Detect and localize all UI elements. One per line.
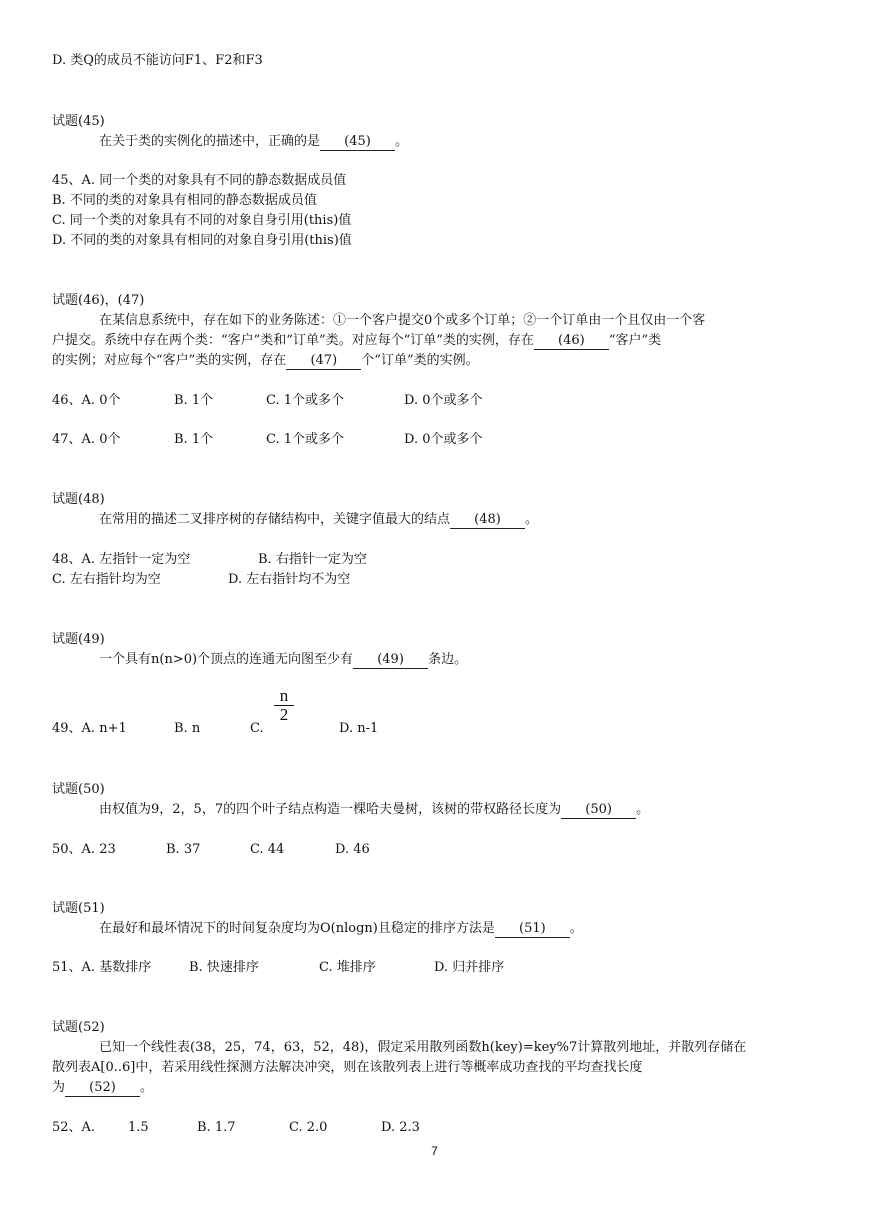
q48-stem: 在常用的描述二叉排序树的存储结构中，关键字值最大的结点 (48) 。 [99,512,539,527]
q46-blank: (46) [534,333,609,350]
q51-option-b: B. 快速排序 [189,960,259,975]
q46-47-stem-line1: 在某信息系统中，存在如下的业务陈述：①一个客户提交0个或多个订单；②一个订单由一个且仅由一个客 [99,313,706,328]
q48-blank: (48) [450,512,525,529]
q45-option-a: 45、A. 同一个类的对象具有不同的静态数据成员值 [52,173,347,188]
q52-blank: (52) [65,1080,140,1097]
q49-stem: 一个具有n(n>0)个顶点的连通无向图至少有 (49) 条边。 [99,652,468,667]
q50-option-c: C. 44 [250,842,285,857]
q47-option-b: B. 1个 [174,432,214,447]
q49-option-b: B. n [174,721,201,736]
q50-blank: (50) [561,802,636,819]
q48-option-a: 48、A. 左指针一定为空 [52,552,191,567]
q49-blank: (49) [353,652,428,669]
q52-stem-line3: 为 (52) 。 [52,1080,154,1095]
q52-stem-line2: 散列表A[0..6]中，若采用线性探测方法解决冲突，则在该散列表上进行等概率成功查找的平均查找长度 [52,1060,643,1075]
q49-title: 试题(49) [52,632,105,647]
q52-option-b: B. 1.7 [197,1120,236,1135]
q51-stem: 在最好和最坏情况下的时间复杂度均为O(nlogn)且稳定的排序方法是 (51) 。 [99,921,583,936]
q46-47-stem-line3: 的实例；对应每个“客户”类的实例，存在 (47) 个“订单”类的实例。 [52,353,479,368]
q47-option-d: D. 0个或多个 [404,432,483,447]
q48-option-b: B. 右指针一定为空 [258,552,367,567]
q51-option-a: 51、A. 基数排序 [52,960,152,975]
q52-title: 试题(52) [52,1020,105,1035]
q52-option-d: D. 2.3 [381,1120,420,1135]
q46-47-stem-line2: 户提交。系统中存在两个类：“客户”类和“订单”类。对应每个“订单”类的实例，存在 (46) “客户”类 [52,333,662,348]
q49-option-c: C. [250,721,264,736]
q48-title: 试题(48) [52,492,105,507]
q51-option-d: D. 归并排序 [434,960,505,975]
q50-option-b: B. 37 [166,842,201,857]
q52-stem-line1: 已知一个线性表(38，25，74，63，52，48)，假定采用散列函数h(key)=key%7计算散列地址，并散列存储在 [99,1040,747,1055]
q50-title: 试题(50) [52,782,105,797]
q51-option-c: C. 堆排序 [319,960,376,975]
q46-option-b: B. 1个 [174,393,214,408]
q45-option-d: D. 不同的类的对象具有相同的对象自身引用(this)值 [52,233,352,248]
q50-option-d: D. 46 [335,842,370,857]
q47-option-a: 47、A. 0个 [52,432,121,447]
page-number: 7 [431,1144,438,1158]
q51-title: 试题(51) [52,901,105,916]
fraction-numerator: n [279,686,289,705]
prev-option-d: D. 类Q的成员不能访问F1、F2和F3 [52,53,263,68]
q46-option-c: C. 1个或多个 [266,393,345,408]
q50-option-a: 50、A. 23 [52,842,116,857]
q47-option-c: C. 1个或多个 [266,432,345,447]
q48-option-d: D. 左右指针均不为空 [228,572,351,587]
fraction-n-over-2 [274,688,294,723]
q51-blank: (51) [495,921,570,938]
q45-stem: 在关于类的实例化的描述中，正确的是 (45) 。 [99,134,409,149]
q52-option-a-label: 52、A. [52,1120,96,1135]
q46-option-d: D. 0个或多个 [404,393,483,408]
q48-option-c: C. 左右指针均为空 [52,572,161,587]
fraction-denominator: 2 [279,705,289,724]
q50-stem: 由权值为9，2，5，7的四个叶子结点构造一棵哈夫曼树，该树的带权路径长度为 (50) 。 [99,802,650,817]
q45-option-b: B. 不同的类的对象具有相同的静态数据成员值 [52,193,317,208]
q45-option-c: C. 同一个类的对象具有不同的对象自身引用(this)值 [52,213,352,228]
q52-option-a-value: 1.5 [128,1120,149,1135]
q49-option-d: D. n-1 [339,721,379,736]
q52-option-c: C. 2.0 [289,1120,328,1135]
q49-option-a: 49、A. n+1 [52,721,127,736]
q47-blank: (47) [286,353,361,370]
q46-47-title: 试题(46)，(47) [52,293,145,308]
q45-blank: (45) [320,134,395,151]
q45-title: 试题(45) [52,114,105,129]
q46-option-a: 46、A. 0个 [52,393,121,408]
